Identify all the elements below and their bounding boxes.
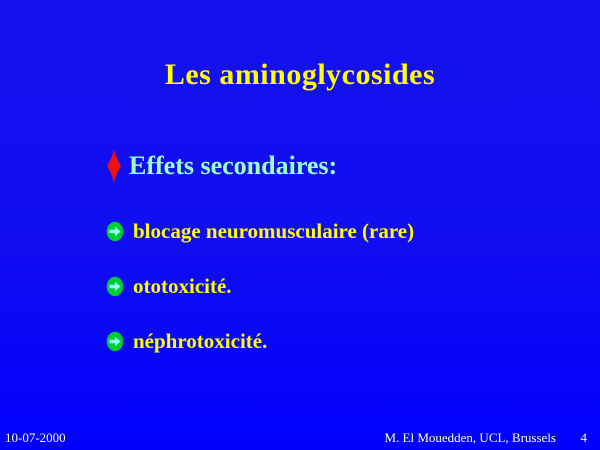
footer-page-number: 4 <box>580 430 587 445</box>
slide-title: Les aminoglycosides <box>164 58 436 91</box>
green-oval-right-arrow-icon <box>106 331 124 352</box>
bullet-item <box>106 326 267 356</box>
footer-date: 10-07-2000 <box>5 430 66 445</box>
footer-attribution: M. El Mouedden, UCL, Brussels <box>384 430 556 445</box>
bullet-item <box>106 271 232 301</box>
red-diamond-arrow-icon <box>106 149 122 183</box>
green-oval-right-arrow-icon <box>106 276 124 297</box>
bullet-label: ototoxicité. <box>133 273 232 298</box>
bullet-label: néphrotoxicité. <box>133 328 268 353</box>
heading-label: Effets secondaires: <box>129 151 338 180</box>
heading-row <box>106 146 337 186</box>
slide-body <box>106 146 415 353</box>
bullet-item <box>106 216 414 246</box>
green-oval-right-arrow-icon <box>106 221 124 242</box>
bullet-label: blocage neuromusculaire (rare) <box>133 218 415 243</box>
